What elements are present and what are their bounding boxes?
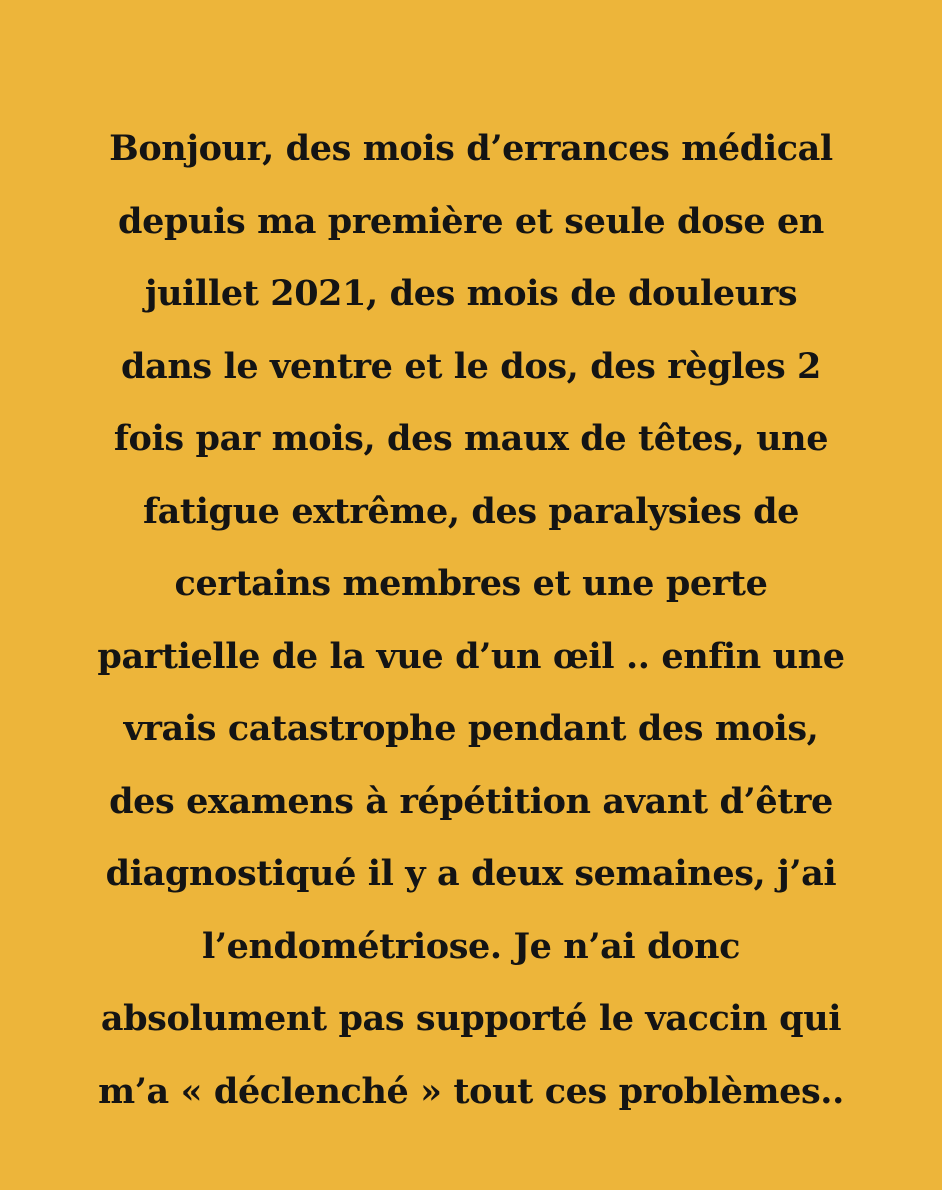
text-line: diagnostiqué il y a deux semaines, j’ai	[105, 853, 837, 894]
text-line: fatigue extrême, des paralysies de	[142, 490, 800, 532]
message-text-block	[0, 113, 942, 1128]
text-line: Bonjour, des mois d’errances médical	[109, 128, 833, 169]
text-line: dans le ventre et le dos, des règles 2	[120, 345, 822, 387]
text-line: m’a « déclenché » tout ces problèmes..	[98, 1070, 844, 1112]
text-line: partielle de la vue d’un œil .. enfin une	[97, 635, 845, 677]
text-line: l’endométriose. Je n’ai donc	[201, 925, 741, 967]
text-line: des examens à répétition avant d’être	[109, 780, 833, 822]
text-line: absolument pas supporté le vaccin qui	[100, 998, 842, 1039]
text-line: juillet 2021, des mois de douleurs	[144, 273, 798, 314]
text-line: depuis ma première et seule dose en	[118, 200, 824, 242]
text-line: vrais catastrophe pendant des mois,	[123, 708, 819, 749]
text-line: fois par mois, des maux de têtes, une	[113, 418, 829, 459]
text-line: certains membres et une perte	[174, 563, 768, 604]
